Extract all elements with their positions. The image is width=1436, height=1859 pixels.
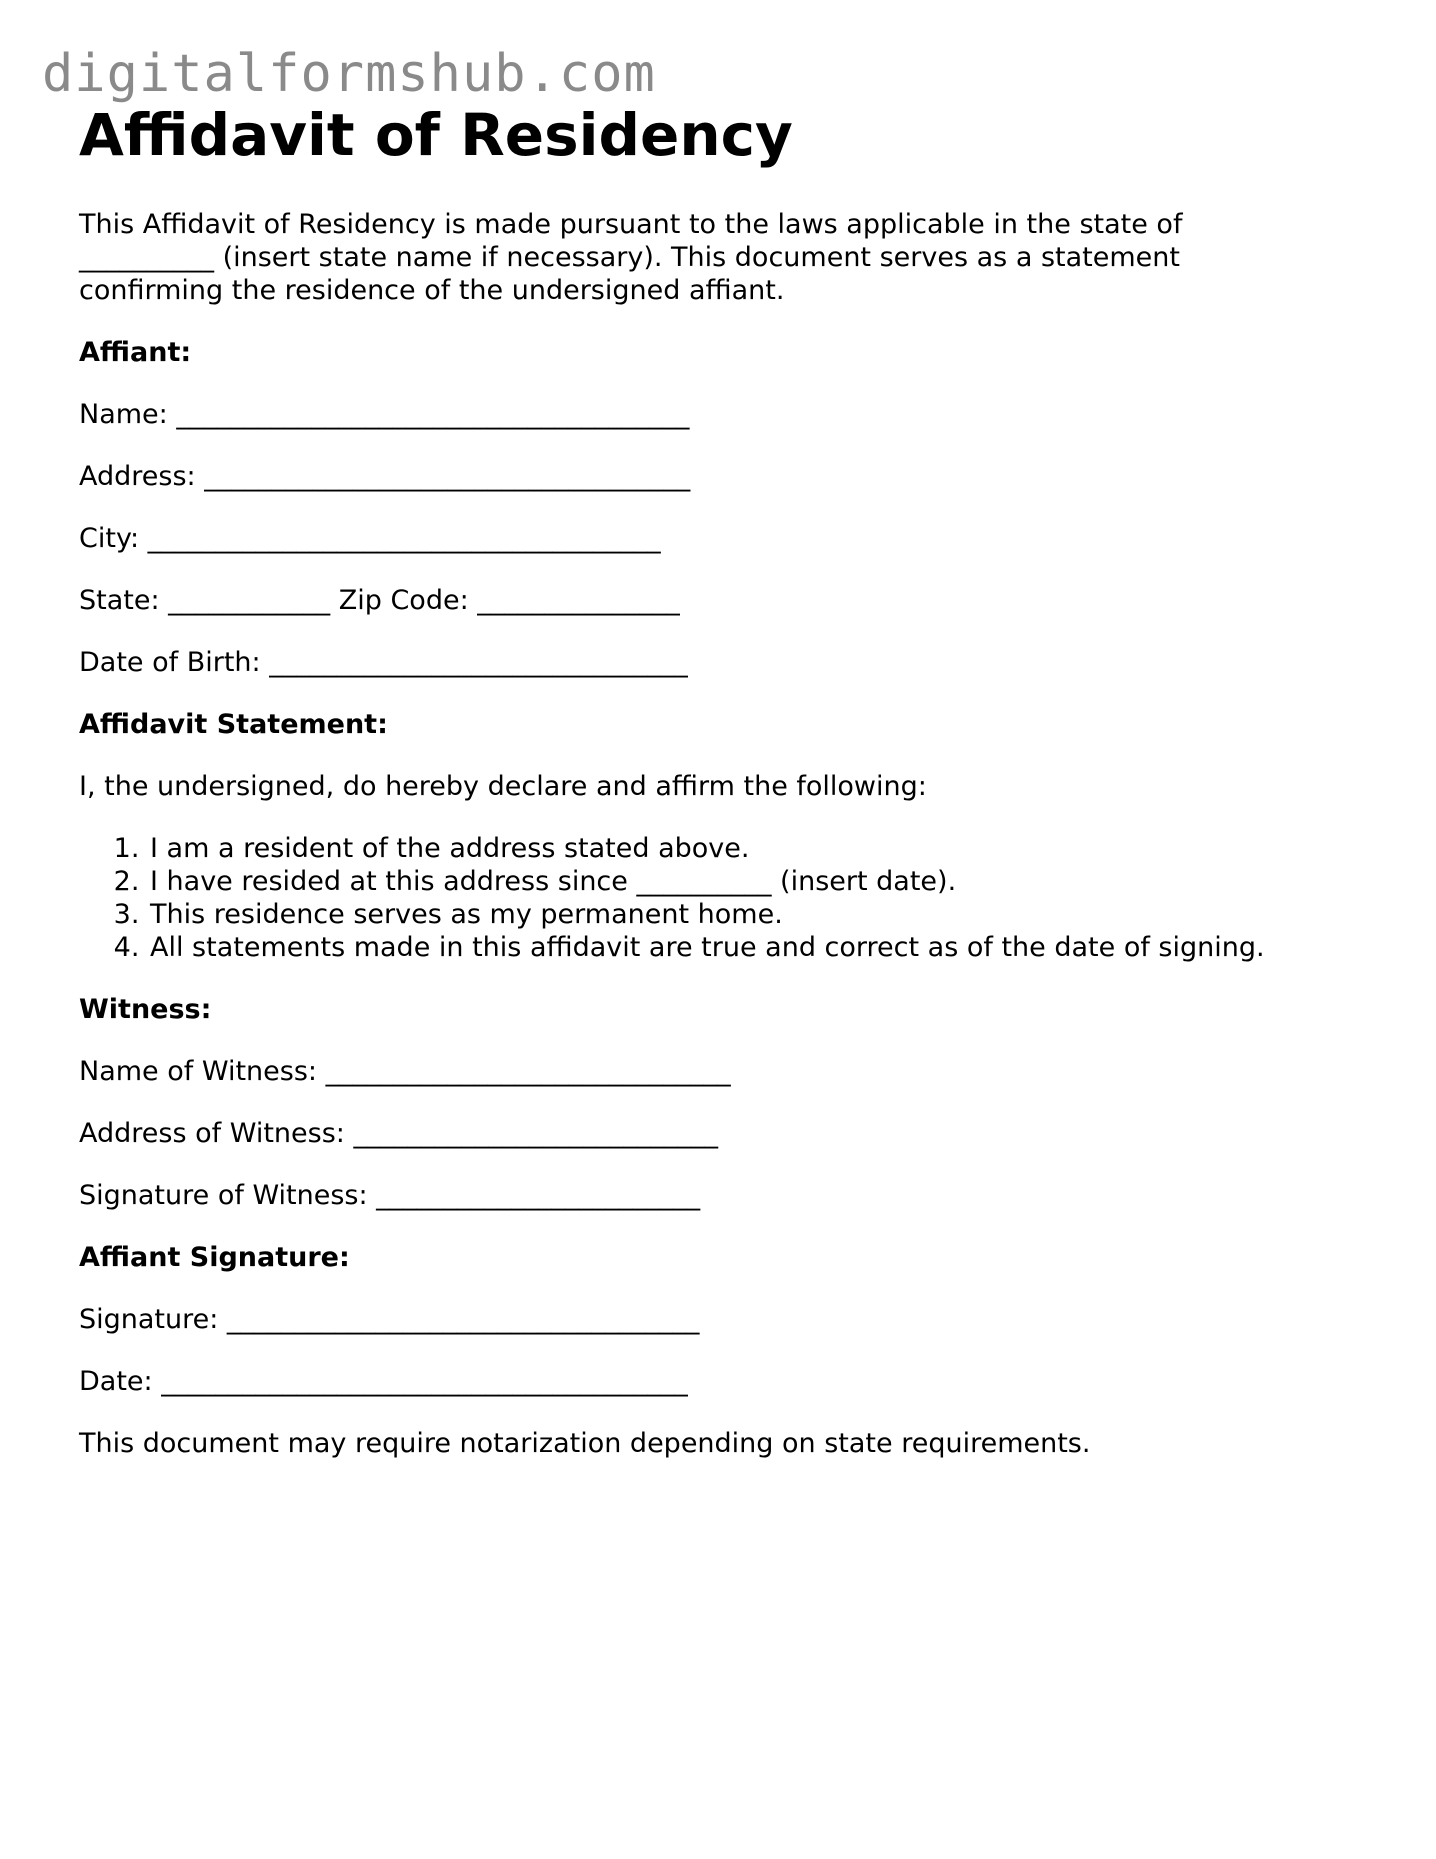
site-watermark: digitalformshub.com	[42, 44, 656, 104]
affiant-heading: Affiant:	[79, 337, 192, 368]
intro-paragraph: This Affidavit of Residency is made pursuant to the laws applicable in the state of __________ (insert state name if necessary). This document serves as a statement confirming the residence of the undersigned affiant.	[79, 209, 1183, 306]
document-title: Affidavit of Residency	[79, 101, 793, 169]
statement-item: 2. I have resided at this address since __________ (insert date).	[148, 865, 1379, 898]
statement-item: 1. I am a resident of the address stated above.	[148, 832, 1379, 865]
affidavit-document	[79, 100, 1379, 1460]
affiant-dob-field: Date of Birth: _______________________________	[79, 647, 688, 678]
affiant-signature-heading: Affiant Signature:	[79, 1242, 350, 1273]
affiant-name-field: Name: ______________________________________	[79, 399, 690, 430]
statement-list	[79, 832, 1379, 964]
witness-signature-field: Signature of Witness: ________________________	[79, 1180, 701, 1211]
witness-heading: Witness:	[79, 994, 212, 1025]
affiant-city-field: City: ______________________________________	[79, 523, 661, 554]
statement-intro: I, the undersigned, do hereby declare and affirm the following:	[79, 771, 927, 802]
affiant-signature-field: Signature: ___________________________________	[79, 1304, 700, 1335]
statement-heading: Affidavit Statement:	[79, 709, 388, 740]
witness-name-field: Name of Witness: ______________________________	[79, 1056, 731, 1087]
witness-address-field: Address of Witness: ___________________________	[79, 1118, 718, 1149]
closing-note: This document may require notarization depending on state requirements.	[79, 1428, 1091, 1459]
affiant-state-zip-field: State: ____________ Zip Code: _______________	[79, 585, 680, 616]
affiant-date-field: Date: _______________________________________	[79, 1366, 688, 1397]
statement-item: 4. All statements made in this affidavit are true and correct as of the date of signing.	[148, 931, 1379, 964]
statement-item: 3. This residence serves as my permanent home.	[148, 898, 1379, 931]
affiant-address-field: Address: ____________________________________	[79, 461, 691, 492]
